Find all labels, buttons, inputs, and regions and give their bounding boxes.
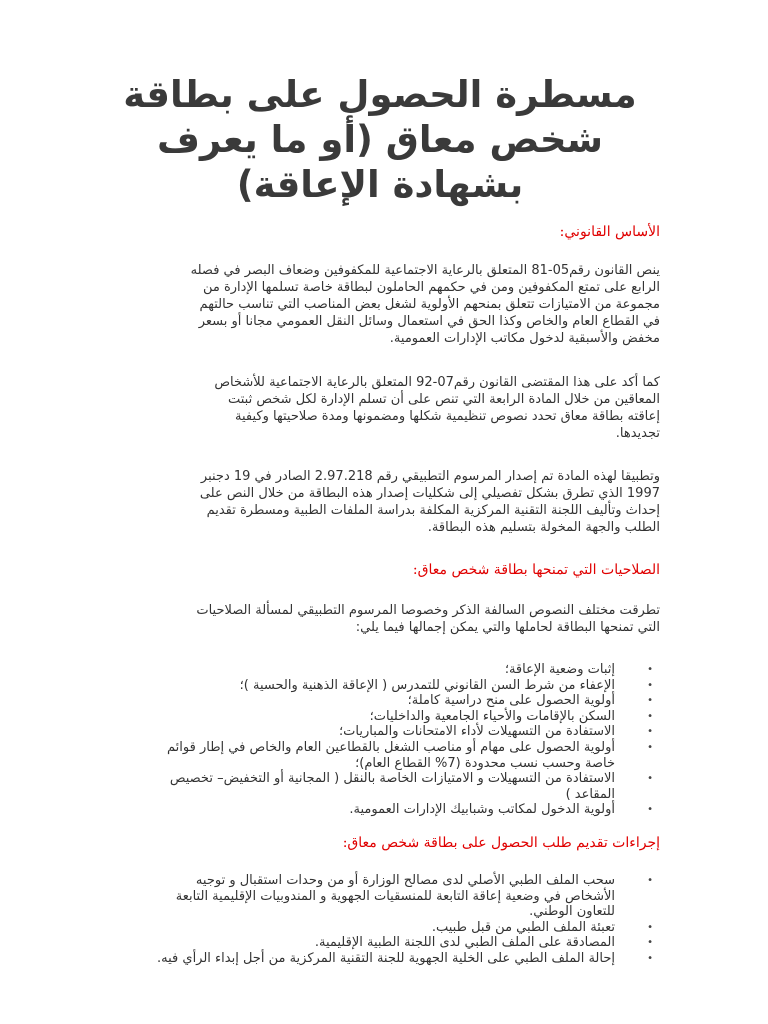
text-line: الطلب والجهة المخولة بتسليم هذه البطاقة. bbox=[427, 520, 660, 535]
text-line: التي تمنحها البطاقة لحاملها والتي يمكن إجمالها فيما يلي: bbox=[355, 620, 660, 635]
document-title bbox=[110, 72, 650, 207]
text-line: كما أكد على هذا المقتضى القانون رقم07-92 المتعلق بالرعاية الاجتماعية للأشخاص bbox=[214, 375, 660, 390]
text-line: تجديدها. bbox=[615, 426, 660, 441]
list-item bbox=[75, 935, 615, 951]
list-item-line: • أولوية الدخول لمكاتب وشبابيك الإدارات العمومية. bbox=[349, 802, 615, 818]
list-item-line: • تعبئة الملف الطبي من قبل طبيب. bbox=[431, 919, 615, 935]
text-line: تطرقت مختلف النصوص السالفة الذكر وخصوصا المرسوم التطبيقي لمسألة الصلاحيات bbox=[196, 603, 660, 618]
legal-basis-paragraph-1 bbox=[100, 262, 660, 347]
list-item bbox=[75, 724, 615, 740]
privileges-intro bbox=[100, 602, 660, 636]
list-item-line: • سحب الملف الطبي الأصلي لدى مصالح الوزارة أو من وحدات استقبال و توجيه bbox=[195, 873, 615, 888]
text-line: الرابع على تمتع المكفوفين ومن في حكمهم الحاملون لبطاقة خاصة تسلمها الإدارة من bbox=[202, 280, 660, 295]
application-procedure-heading: إجراءات تقديم طلب الحصول على بطاقة شخص معاق: bbox=[342, 835, 660, 851]
list-item bbox=[75, 740, 615, 771]
text-line: وتطبيقا لهذه المادة تم إصدار المرسوم التطبيقي رقم 2.97.218 الصادر في 19 دجنبر bbox=[200, 469, 660, 484]
list-item-line: • إثبات وضعية الإعاقة؛ bbox=[504, 662, 615, 677]
procedure-list bbox=[75, 873, 660, 967]
title-line: بشهادة الإعاقة) bbox=[236, 163, 524, 206]
privileges-heading: الصلاحيات التي تمنحها بطاقة شخص معاق: bbox=[412, 562, 660, 578]
text-line: إحداث وتأليف اللجنة التقنية المركزية المكلفة بدراسة الملفات الطبية ومسطرة تقديم bbox=[206, 503, 660, 518]
list-item bbox=[75, 662, 615, 678]
list-item-line: • الإعفاء من شرط السن القانوني للتمدرس ( الإعاقة الذهنية والحسية )؛ bbox=[239, 677, 615, 693]
list-item-line: خاصة وحسب نسب محدودة (7% القطاع العام)؛ bbox=[355, 755, 615, 771]
text-line: المعاقين من خلال المادة الرابعة التي تنص على أن تسلم الإدارة لكل شخص ثبتت bbox=[227, 392, 660, 407]
list-item-line: • الاستفادة من التسهيلات لأداء الامتحانات والمباريات؛ bbox=[339, 724, 615, 740]
list-item-line: • الاستفادة من التسهيلات و الامتيازات الخاصة بالنقل ( المجانية أو التخفيض– تخصيص bbox=[169, 771, 615, 787]
privileges-list bbox=[75, 662, 660, 818]
list-item-line: • إحالة الملف الطبي على الخلية الجهوية للجنة التقنية المركزية من أجل إبداء الرأي فيه. bbox=[157, 950, 615, 966]
text-line: إعاقته بطاقة معاق تحدد نصوص تنظيمية شكلها ومضمونها ومدة صلاحيتها وكيفية bbox=[235, 409, 660, 424]
list-item bbox=[75, 709, 615, 725]
list-item-line: • أولوية الحصول على منح دراسية كاملة؛ bbox=[407, 693, 615, 709]
list-item-line: المقاعد ) bbox=[565, 786, 615, 802]
list-item bbox=[75, 693, 615, 709]
text-line: 1997 الذي تطرق بشكل تفصيلي إلى شكليات إصدار هذه البطاقة من خلال النص على bbox=[199, 486, 660, 501]
list-item bbox=[75, 873, 615, 920]
list-item-line: • أولوية الحصول على مهام أو مناصب الشغل بالقطاعين العام والخاص في إطار قوائم bbox=[167, 739, 615, 755]
list-item-line: • المصادقة على الملف الطبي لدى اللجنة الطبية الإقليمية. bbox=[314, 935, 615, 951]
title-line: مسطرة الحصول على بطاقة bbox=[123, 73, 637, 116]
text-line: مجموعة من الامتيازات تتعلق بمنحهم الأولوية لشغل بعض المناصب التي تناسب حالتهم bbox=[199, 297, 660, 312]
list-item bbox=[75, 771, 615, 802]
title-line: شخص معاق (أو ما يعرف bbox=[157, 118, 603, 161]
list-item bbox=[75, 678, 615, 694]
legal-basis-paragraph-3 bbox=[100, 468, 660, 536]
legal-basis-heading: الأساس القانوني: bbox=[559, 224, 660, 240]
list-item bbox=[75, 920, 615, 936]
text-line: في القطاع العام والخاص وكذا الحق في استعمال وسائل النقل العمومي مجانا أو بسعر bbox=[198, 314, 660, 329]
list-item bbox=[75, 951, 615, 967]
list-item-line: • السكن بالإقامات والأحياء الجامعية والداخليات؛ bbox=[369, 708, 615, 724]
text-line: مخفض والأسبقية لدخول مكاتب الإدارات العمومية. bbox=[389, 331, 660, 346]
legal-basis-paragraph-2 bbox=[100, 374, 660, 442]
list-item bbox=[75, 802, 615, 818]
list-item-line: الأشخاص في وضعية إعاقة التابعة للمنسقيات الجهوية و المندوبيات الإقليمية التابعة bbox=[175, 888, 615, 904]
text-line: ينص القانون رقم05-81 المتعلق بالرعاية الاجتماعية للمكفوفين وضعاف البصر في فصله bbox=[190, 263, 660, 278]
list-item-line: للتعاون الوطني. bbox=[529, 904, 615, 920]
